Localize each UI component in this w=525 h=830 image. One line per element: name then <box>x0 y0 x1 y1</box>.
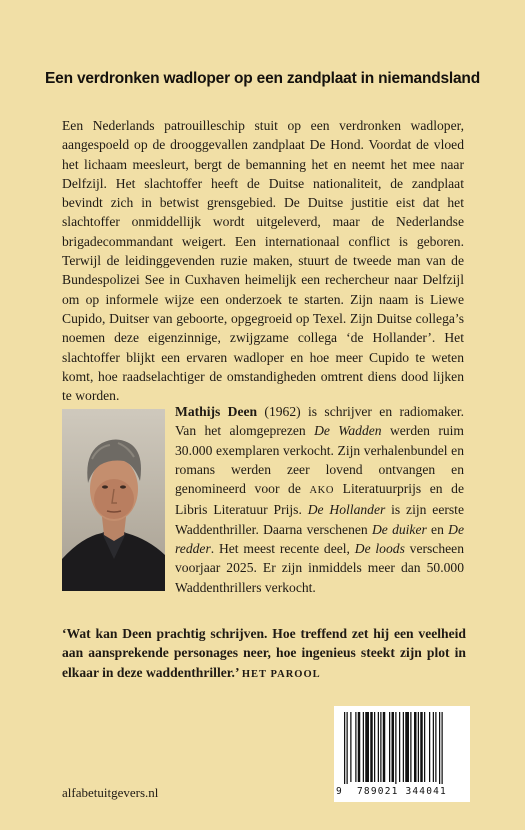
barcode-bar <box>380 712 381 782</box>
barcode-bar <box>355 712 356 782</box>
quote-source: HET PAROOL <box>241 668 321 680</box>
barcode-bar <box>383 712 386 782</box>
bio-text: . Het meest recente deel, <box>210 541 355 557</box>
barcode-bar <box>405 712 409 782</box>
book-title: De duiker <box>371 521 427 537</box>
book-title: De loods <box>354 541 405 557</box>
barcode-bar <box>347 712 348 784</box>
quote-text: ‘Wat kan Deen prachtig schrijven. Hoe treffend zet hij een veelheid aan aansprekende personages neer, hoe ingenieus steekt zijn plot in elkaar in deze waddenthriller.’ <box>62 626 466 680</box>
author-bio <box>175 402 464 597</box>
barcode-lead-digit: 9 <box>336 786 342 797</box>
bio-text: Literatuurprijs en de Libris Literatuur Prijs. <box>175 481 464 518</box>
author-photo <box>62 409 165 591</box>
barcode-bar <box>395 712 396 784</box>
barcode-bar <box>374 712 375 782</box>
barcode-number: 789021 344041 <box>357 786 447 797</box>
barcode-bar <box>399 712 400 782</box>
barcode-bar <box>358 712 361 782</box>
plot-summary: Een Nederlands patrouilleschip stuit op een verdronken wadloper, aangespoeld op de drooggevallen zandplaat De Hond. Voordat de vloed het lichaam meesleurt, bergt de bemanning het en neemt het mee naar Delfzijl. Het slachtoffer heeft de Duitse nationaliteit, de zandplaat bevindt zich in betwist grensgebied. De Duitse justitie eist dat het slachtoffer onmiddellijk wordt uitgeleverd, maar de Nederlandse brigadecommandant weigert. Een internationaal conflict is geboren. Terwijl de leidinggevenden ruzie maken, stuurt de tweede man van de Bundespolizei See in Cuxhaven heimelijk een rechercheur naar Delfzijl om op informele wijze een onderzoek te starten. Zijn naam is Liewe Cupido, Duitser van geboorte, opgegroeid op Texel. Zijn Duitse collega’s noemen deze eigenzinnige, zwijgzame collega ‘de Hollander’. Het slachtoffer blijkt een ervaren wadloper en hoe meer Cupido te weten komt, hoe raadselachtiger de omstandigheden omtrent diens dood lijken te worden. <box>62 118 464 404</box>
barcode-bar <box>435 712 436 782</box>
book-title: De Wadden <box>314 423 382 439</box>
barcode-bar <box>418 712 419 782</box>
bio-text: verscheen voorjaar 2025. Er zijn inmiddels meer dan 50.000 Waddenthrillers verkocht. <box>175 541 464 595</box>
barcode-bar <box>389 712 390 782</box>
barcode-bar <box>392 712 395 782</box>
author-name: Mathijs Deen <box>175 404 258 419</box>
barcode-bar <box>439 712 440 784</box>
book-title: De redder <box>175 521 464 557</box>
barcode-bar <box>410 712 411 782</box>
barcode-bar <box>433 712 434 782</box>
barcode-bar <box>414 712 417 782</box>
barcode-bar <box>363 712 364 782</box>
back-cover-headline: Een verdronken wadloper op een zandplaat in niemandsland <box>45 70 480 87</box>
barcode-bar <box>403 712 404 782</box>
publisher-url[interactable]: alfabetuitgevers.nl <box>62 785 159 800</box>
barcode-bar <box>442 712 443 784</box>
barcode-bar <box>365 712 369 782</box>
barcode-bar <box>424 712 425 782</box>
bio-text: AKO <box>309 485 335 497</box>
bio-text: werden ruim 30.000 exemplaren verkocht. Zijn verhalenbundel en romans werden zeer lovend ontvangen en genomineerd voor de <box>175 423 464 497</box>
barcode-bar <box>344 712 345 784</box>
bio-text: is zijn eerste Waddenthriller. Daarna verschenen <box>175 502 464 537</box>
review-quote <box>62 624 466 684</box>
barcode-bar <box>350 712 351 782</box>
bio-text: (1962) is schrijver en radiomaker. Van het alomgeprezen <box>175 404 465 439</box>
book-title: De Hollander <box>307 502 386 518</box>
barcode-bar <box>378 712 379 782</box>
barcode-bar <box>370 712 373 782</box>
barcode-bars <box>342 712 462 784</box>
bio-text: en <box>426 521 449 537</box>
barcode-bar <box>429 712 430 782</box>
isbn-barcode <box>334 706 470 802</box>
barcode-bar <box>420 712 423 782</box>
